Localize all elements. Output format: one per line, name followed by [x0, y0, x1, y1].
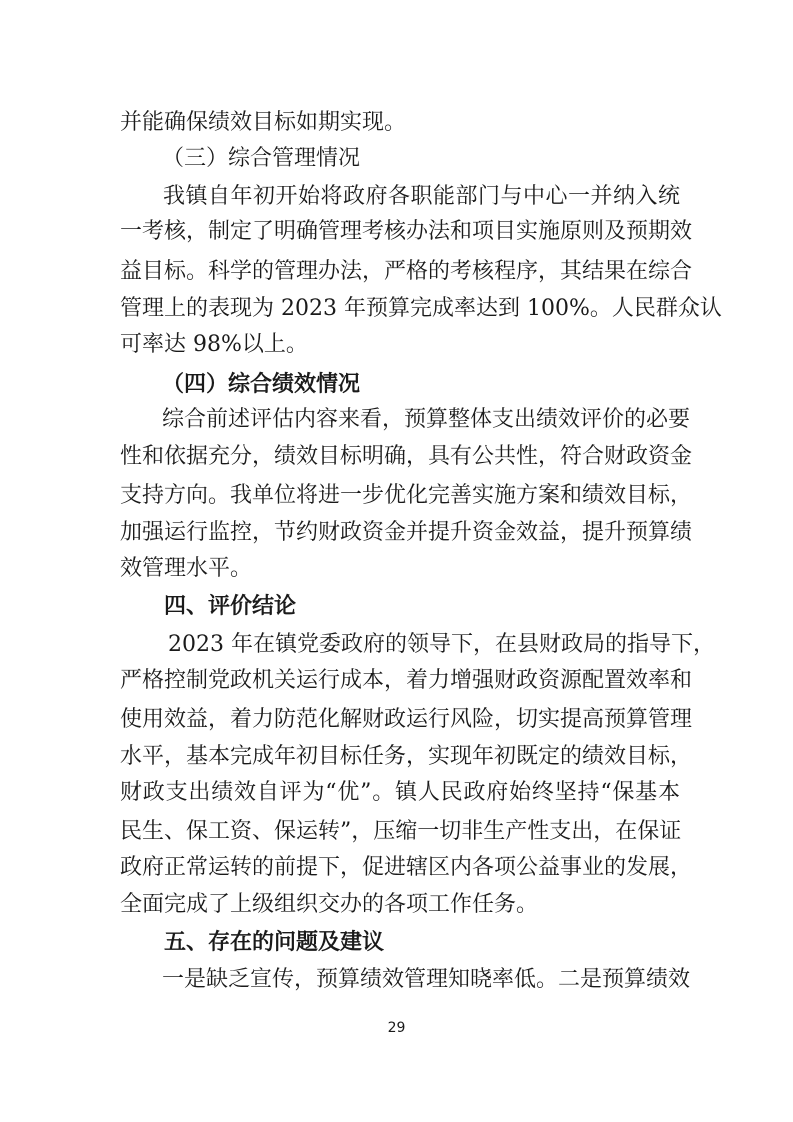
paragraph-line: 可率达 98%以上。 — [120, 332, 308, 357]
paragraph-line: 一考核，制定了明确管理考核办法和项目实施原则及预期效 — [120, 219, 693, 244]
paragraph-line: 2023 年在镇党委政府的领导下，在县财政局的指导下， — [168, 632, 715, 657]
paragraph-line: 性和依据充分，绩效目标明确，具有公共性，符合财政资金 — [120, 444, 693, 469]
paragraph-line: 一是缺乏宣传，预算绩效管理知晓率低。二是预算绩效 — [162, 967, 691, 992]
paragraph-line: 我镇自年初开始将政府各职能部门与中心一并纳入统 — [163, 184, 680, 209]
paragraph-line: 水平，基本完成年初目标任务，实现年初既定的绩效目标， — [120, 744, 693, 769]
section-heading-conclusion: 四、评价结论 — [164, 594, 297, 619]
paragraph-line: 全面完成了上级组织交办的各项工作任务。 — [120, 892, 539, 917]
paragraph-line: 民生、保工资、保运转”，压缩一切非生产性支出，在保证 — [120, 819, 682, 844]
section-heading-problems: 五、存在的问题及建议 — [164, 930, 385, 955]
section-heading-4: （四）综合绩效情况 — [162, 372, 361, 397]
paragraph-line: 财政支出绩效自评为“优”。镇人民政府始终坚持“保基本 — [120, 780, 680, 805]
paragraph-line: 政府正常运转的前提下，促进辖区内各项公益事业的发展， — [120, 855, 693, 880]
paragraph-line: 支持方向。我单位将进一步优化完善实施方案和绩效目标， — [120, 483, 693, 508]
paragraph-line: 综合前述评估内容来看，预算整体支出绩效评价的必要 — [162, 407, 691, 432]
paragraph-line: 严格控制党政机关运行成本，着力增强财政资源配置效率和 — [120, 668, 693, 693]
paragraph-line: 管理上的表现为 2023 年预算完成率达到 100%。人民群众认 — [120, 296, 722, 321]
paragraph-line: 使用效益，着力防范化解财政运行风险，切实提高预算管理 — [120, 707, 693, 732]
paragraph-line: 效管理水平。 — [120, 556, 253, 581]
paragraph-line: 加强运行监控，节约财政资金并提升资金效益，提升预算绩 — [120, 520, 693, 545]
paragraph-line: 益目标。科学的管理办法，严格的考核程序，其结果在综合 — [120, 259, 693, 284]
page-number: 29 — [387, 1020, 406, 1036]
paragraph-line: 并能确保绩效目标如期实现。 — [120, 110, 407, 135]
section-heading-3: （三）综合管理情况 — [162, 146, 361, 171]
